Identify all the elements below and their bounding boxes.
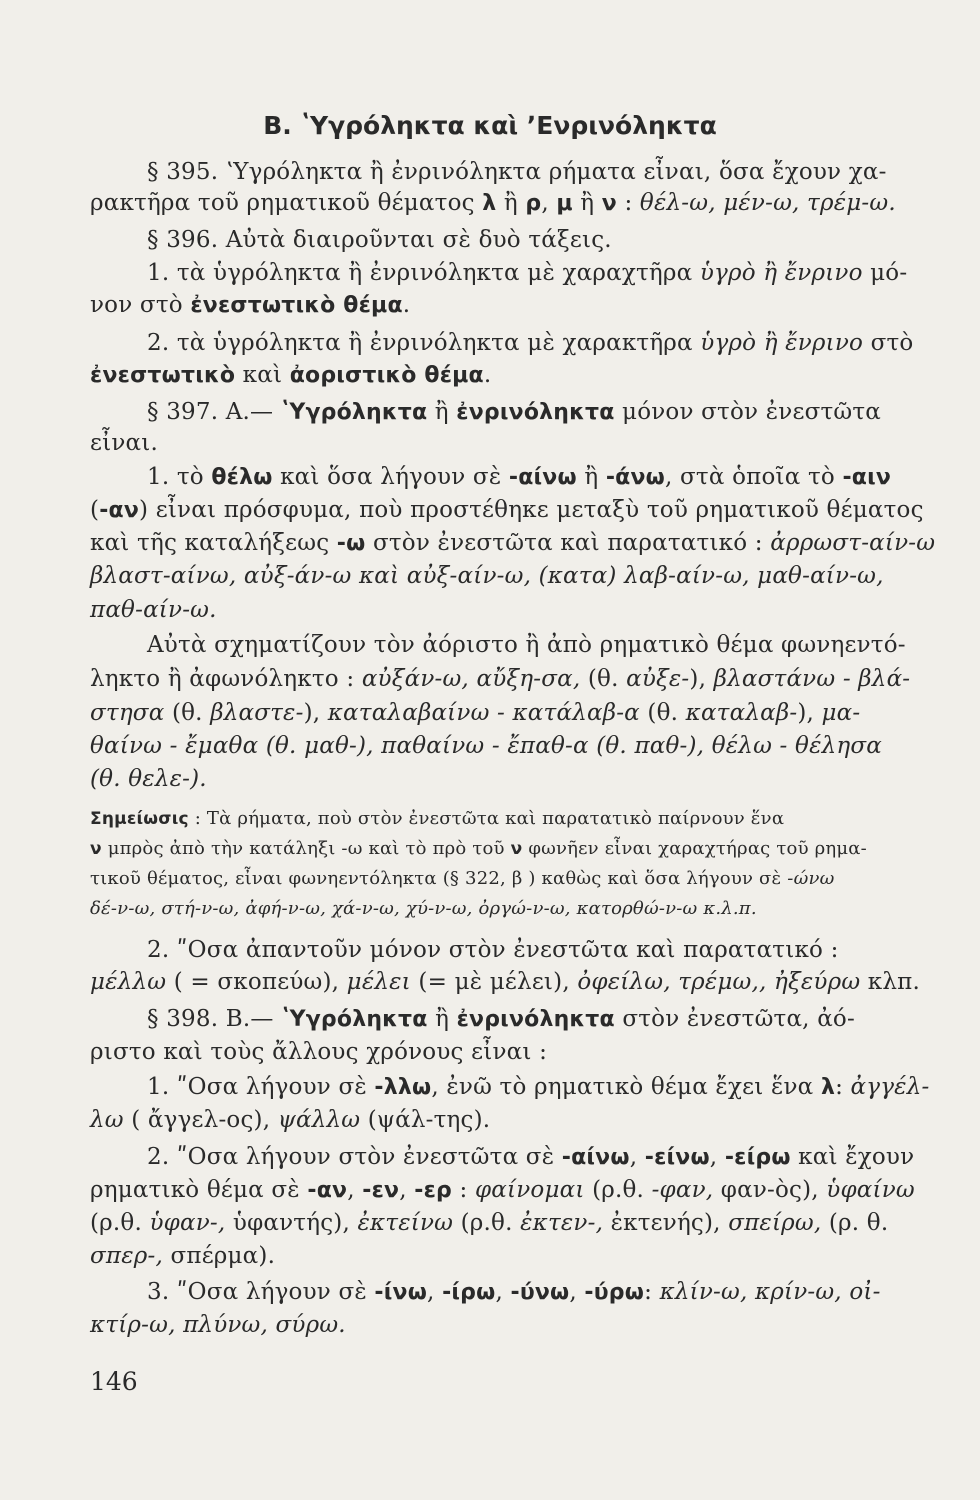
italic-run: ἐκτεν-, <box>520 1210 604 1236</box>
bold-run: -ύνω <box>510 1280 570 1305</box>
italic-run: στησα <box>90 700 165 726</box>
text-run: κλπ. <box>860 969 920 995</box>
text-run: , <box>427 1279 443 1305</box>
italic-run: παθ-αίν-ω. <box>90 597 217 623</box>
italic-run: βλαστε- <box>210 700 304 726</box>
bold-run: -εν <box>362 1178 400 1203</box>
text-line <box>90 360 491 391</box>
text-run: ) εἶναι πρόσφυμα, ποὺ προστέθηκε μεταξὺ τοῦ ρηματικοῦ θέματος <box>139 497 924 523</box>
text-line <box>90 561 884 591</box>
bold-run: -ίνω <box>374 1280 428 1305</box>
text-line <box>147 1277 881 1308</box>
text-run: μό- <box>862 260 908 286</box>
italic-run: θαίνω - ἔμαθα (θ. μαθ-), παθαίνω - ἔπαθ-α (θ. παθ-), θέλω - θέλησα <box>90 733 882 759</box>
bold-run: -αν <box>99 498 140 523</box>
text-run: , <box>399 1177 415 1203</box>
bold-run: ρ <box>525 191 542 216</box>
text-line <box>147 462 891 493</box>
italic-run: βλαστ-αίνω, αὐξ-άν-ω καὶ αὐξ-αίν-ω, (κατα) λαβ-αίν-ω, μαθ-αίν-ω, <box>90 563 884 589</box>
bold-run: ἀοριστικὸ θέμα <box>289 363 484 388</box>
text-run: ἢ <box>576 464 606 490</box>
italic-run: -ώνω <box>787 868 835 889</box>
italic-run: δέ-ν-ω, στή-ν-ω, ἀφή-ν-ω, χά-ν-ω, χύ-ν-ω, ὀργώ-ν-ω, κατορθώ-ν-ω κ.λ.π. <box>90 898 757 919</box>
text-run: (θ. <box>639 700 686 726</box>
text-run: 2. τὰ ὑγρόληκτα ἢ ἐνρινόληκτα μὲ χαρακτῆρα <box>147 330 701 356</box>
text-run: : Τὰ ρήματα, ποὺ στὸν ἐνεστῶτα καὶ παρατατικὸ παίρνουν ἕνα <box>188 808 785 829</box>
text-run: ριστο καὶ τοὺς ἄλλους χρόνους εἶναι : <box>90 1039 548 1065</box>
text-run: καὶ <box>235 362 290 388</box>
text-run: Αὐτὰ σχηματίζουν τὸν ἀόριστο ἢ ἀπὸ ρηματικὸ θέμα φωνηεντό- <box>147 632 906 658</box>
text-line <box>147 935 839 965</box>
bold-run: ʽΥγρόληκτα <box>281 1007 428 1032</box>
text-run: εἶναι. <box>90 430 158 456</box>
text-run: ἢ <box>496 190 526 216</box>
bold-run: ν <box>90 839 102 859</box>
italic-run: ἀγγέλ- <box>850 1074 930 1100</box>
text-run: μόνον στὸν ἐνεστῶτα <box>614 399 881 425</box>
text-line <box>147 397 881 428</box>
text-run: καὶ τῆς καταλήξεως <box>90 530 337 556</box>
text-run: , <box>495 1279 511 1305</box>
text-run: ρηματικὸ θέμα σὲ <box>90 1177 308 1203</box>
italic-run: μα- <box>821 700 861 726</box>
bold-run: -ίρω <box>442 1280 496 1305</box>
text-line <box>147 258 907 288</box>
text-run: στὸν ἐνεστῶτα καὶ παρατατικό : <box>365 530 771 556</box>
text-run: ), <box>689 666 714 692</box>
bold-run: μ <box>556 191 573 216</box>
bold-run: -ύρω <box>584 1280 645 1305</box>
bold-run: ἐνεστωτικὸ θέμα <box>190 293 403 318</box>
text-run: (ρ.θ. <box>453 1210 521 1236</box>
text-run: 2. ʺΟσα λήγουν στὸν ἐνεστῶτα σὲ <box>147 1144 562 1170</box>
bold-run: -είνω <box>644 1145 710 1170</box>
text-line <box>147 630 906 660</box>
bold-run: -ω <box>336 531 366 556</box>
text-line <box>90 1310 346 1340</box>
text-run: § 395. ʽΥγρόληκτα ἢ ἐνρινόληκτα ρήματα εἶναι, ὅσα ἔχουν χα- <box>147 159 887 185</box>
text-run: ρακτῆρα τοῦ ρηματικοῦ θέματος <box>90 190 483 216</box>
bold-run: ἐνρινόληκτα <box>456 400 615 425</box>
text-run: ὑφαντής), <box>225 1210 358 1236</box>
text-line <box>90 528 935 559</box>
text-run: (ρ.θ. <box>584 1177 652 1203</box>
italic-run: κλίν-ω, κρίν-ω, οἰ- <box>659 1279 881 1305</box>
text-run: στὸ <box>863 330 914 356</box>
text-run: σπέρμα). <box>162 1243 276 1269</box>
bold-run: -αίνω <box>561 1145 630 1170</box>
text-line <box>90 290 410 321</box>
text-line <box>90 664 910 694</box>
text-line <box>90 1241 275 1271</box>
text-run: 1. ʺΟσα λήγουν σὲ <box>147 1074 375 1100</box>
bold-run: -αιν <box>842 465 892 490</box>
text-run: ( = σκοπεύω), <box>166 969 347 995</box>
italic-run: καταλαβ- <box>685 700 798 726</box>
bold-run: ν <box>601 191 617 216</box>
text-run: § 397. Α.— <box>147 399 281 425</box>
text-line <box>147 225 612 255</box>
italic-run: ἐκτείνω <box>357 1210 454 1236</box>
text-run: ), <box>797 700 822 726</box>
text-run: , <box>629 1144 645 1170</box>
italic-run: μέλει <box>346 969 411 995</box>
bold-run: -λλω <box>374 1075 432 1100</box>
italic-run: κτίρ-ω, πλύνω, σύρω. <box>90 1312 346 1338</box>
bold-run: -είρω <box>724 1145 791 1170</box>
italic-run: μέλλω <box>90 969 167 995</box>
page-number: 146 <box>90 1367 138 1396</box>
text-run: , στὰ ὁποῖα τὸ <box>665 464 843 490</box>
italic-run: λω <box>90 1107 124 1133</box>
text-line <box>90 764 207 794</box>
italic-run: σπείρω, <box>728 1210 822 1236</box>
italic-run: ὀφείλω, τρέμω,, ἠξεύρω <box>577 969 861 995</box>
italic-run: ὑφαίνω <box>826 1177 915 1203</box>
bold-run: ν <box>510 839 523 859</box>
italic-run: ὑγρὸ ἢ ἔνρινο <box>699 260 863 286</box>
note-line <box>90 806 784 832</box>
bold-run: Σημείωσις <box>90 809 189 829</box>
text-run: καὶ ὅσα λήγουν σὲ <box>272 464 509 490</box>
text-run: (= μὲ μέλει), <box>410 969 578 995</box>
text-line <box>147 1142 914 1173</box>
italic-run: αὐξάν-ω, αὔξη-σα, <box>361 666 581 692</box>
text-run: ἐκτενής), <box>603 1210 729 1236</box>
italic-run: ἀρρωστ-αίν-ω <box>770 530 936 556</box>
text-run: τικοῦ θέματος, εἶναι φωνηεντόληκτα (§ 322, β ) καθὼς καὶ ὅσα λήγουν σὲ <box>90 868 788 889</box>
text-run: (ρ. θ. <box>821 1210 889 1236</box>
italic-run: -φαν, <box>651 1177 714 1203</box>
bold-run: -αν <box>307 1178 348 1203</box>
bold-run: λ <box>820 1075 836 1100</box>
text-run: στὸν ἐνεστῶτα, ἀό- <box>614 1006 855 1032</box>
text-line <box>90 1037 547 1067</box>
text-run: . <box>483 362 492 388</box>
italic-run: ψάλλω <box>277 1107 361 1133</box>
bold-run: ʽΥγρόληκτα <box>280 400 428 425</box>
text-run: (ψάλ-της). <box>360 1107 491 1133</box>
italic-run: καταλαβαίνω - κατάλαβ-α <box>327 700 640 726</box>
text-run: : <box>835 1074 851 1100</box>
bold-run: -άνω <box>605 465 665 490</box>
bold-run: ἐνεστωτικὸ <box>90 363 236 388</box>
text-run: . <box>402 292 411 318</box>
text-line <box>90 428 158 458</box>
text-run: (θ. <box>164 700 211 726</box>
note-line <box>90 836 867 862</box>
italic-run: φαίνομαι <box>474 1177 585 1203</box>
text-line <box>90 1208 888 1238</box>
italic-run: θέλ-ω, μέν-ω, τρέμ-ω. <box>639 190 896 216</box>
text-run: νον στὸ <box>90 292 191 318</box>
text-line <box>90 495 924 526</box>
text-line <box>90 188 896 219</box>
italic-run: αὐξε- <box>626 666 690 692</box>
text-run: 3. ʺΟσα λήγουν σὲ <box>147 1279 375 1305</box>
text-line <box>90 731 882 761</box>
text-run: ἢ <box>427 399 457 425</box>
text-run: : <box>644 1279 660 1305</box>
text-run: μπρὸς ἀπὸ τὴν κατάληξι -ω καὶ τὸ πρὸ τοῦ <box>101 838 511 859</box>
section-heading: B. ʽΥγρόληκτα καὶ ʼΕνρινόληκτα <box>263 111 717 140</box>
text-run: § 398. Β.— <box>147 1006 282 1032</box>
text-run: ληκτο ἢ ἀφωνόληκτο : <box>90 666 362 692</box>
text-run: ἢ <box>427 1006 457 1032</box>
text-run: § 396. Αὐτὰ διαιροῦνται σὲ δυὸ τάξεις. <box>147 227 612 253</box>
bold-run: -ερ <box>414 1178 452 1203</box>
text-run: 1. τὰ ὑγρόληκτα ἢ ἐνρινόληκτα μὲ χαραχτῆρα <box>147 260 700 286</box>
text-run: ( <box>90 497 100 523</box>
text-run: , ἐνῶ τὸ ρηματικὸ θέμα ἔχει ἕνα <box>431 1074 821 1100</box>
text-line <box>147 157 887 187</box>
text-line <box>90 1175 915 1206</box>
bold-run: -αίνω <box>508 465 577 490</box>
note-line <box>90 896 757 922</box>
text-line <box>90 595 217 625</box>
italic-run: ὑφαν-, <box>149 1210 226 1236</box>
note-line <box>90 866 834 892</box>
text-run: 2. ʺΟσα ἀπαντοῦν μόνον στὸν ἐνεστῶτα καὶ παρατατικό : <box>147 937 839 963</box>
text-run: , <box>569 1279 585 1305</box>
text-line <box>90 698 860 728</box>
text-line <box>147 1072 929 1103</box>
text-run: φαν-ὸς), <box>713 1177 827 1203</box>
text-line <box>147 328 913 358</box>
bold-run: ἐνρινόληκτα <box>456 1007 615 1032</box>
italic-run: σπερ-, <box>90 1243 163 1269</box>
text-line <box>147 1004 855 1035</box>
text-run: , <box>541 190 557 216</box>
text-line <box>90 967 920 997</box>
text-run: : <box>616 190 640 216</box>
text-run: (θ. <box>580 666 627 692</box>
text-run: ἢ <box>572 190 602 216</box>
text-run: καὶ ἔχουν <box>790 1144 915 1170</box>
text-run: : <box>451 1177 475 1203</box>
italic-run: βλαστάνω - βλά- <box>713 666 911 692</box>
bold-run: θέλω <box>211 465 273 490</box>
text-run: ), <box>303 700 328 726</box>
text-run: ( ἄγγελ-ος), <box>123 1107 278 1133</box>
text-run: , <box>347 1177 363 1203</box>
italic-run: ὑγρὸ ἢ ἔνρινο <box>700 330 864 356</box>
text-run: 1. τὸ <box>147 464 212 490</box>
bold-run: λ <box>482 191 497 216</box>
italic-run: (θ. θελε-). <box>90 766 207 792</box>
text-run: , <box>709 1144 725 1170</box>
text-line <box>90 1105 490 1135</box>
text-run: (ρ.θ. <box>90 1210 150 1236</box>
text-run: φωνῆεν εἶναι χαραχτήρας τοῦ ρημα- <box>522 838 867 859</box>
